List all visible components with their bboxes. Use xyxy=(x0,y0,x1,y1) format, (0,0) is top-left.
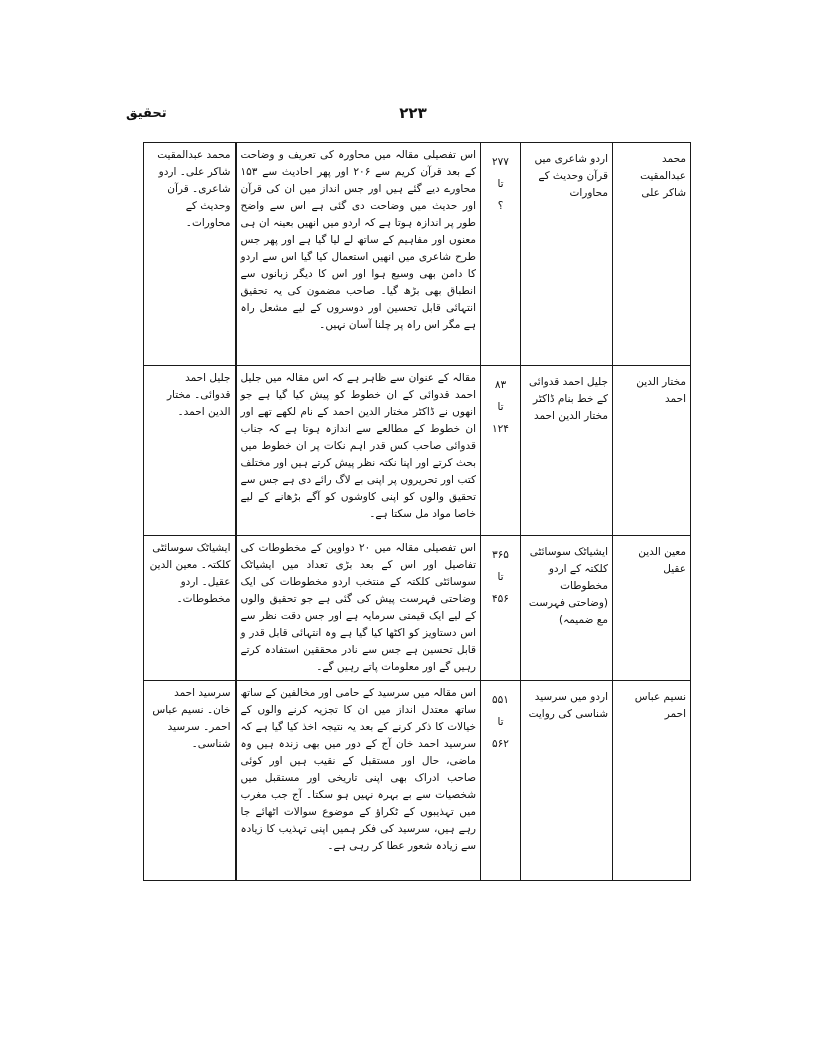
author-cell: محمد عبدالمقیت شاکر علی xyxy=(613,143,691,366)
table-row xyxy=(144,143,691,366)
summary-cell: اس مقالہ میں سرسید کے حامی اور مخالفین کے ساتھ ساتھ معتدل انداز میں ان کا تجزیہ کرنے والوں کے خیالات کا ذکر کرنے کے بعد یہ نتیجہ اخذ کیا گیا ہے کہ سرسید احمد خان آج کے دور میں بھی زندہ ہیں وہ ماضی، حال اور مستقبل کے نقیب ہیں اور کوئی صاحب ادراک بھی اپنی تاریخی اور مستقبل میں شخصیات سے بے بہرہ نہیں ہو سکتا۔ آج جب مغرب میں تہذیبوں کے ٹکراؤ کے موضوع سوالات اٹھائے جا رہے ہیں، سرسید کی فکر ہمیں اپنی تہذیب کا زیادہ سے زیادہ شعور عطا کر رہی ہے۔ xyxy=(236,681,481,881)
page-number: ۲۲۳ xyxy=(399,104,427,122)
page-from: ۸۳ xyxy=(494,379,507,391)
summary-cell: اس تفصیلی مقالہ میں ۲۰ دواوین کے مخطوطات کی تفاصیل اور اس کے بعد بڑی تعداد میں ایشیاٹک سوسائٹی کلکتہ کے منتخب اردو مخطوطات کی ایک وضاحتی فہرست پیش کی گئی ہے جو تحقیق والوں کے لیے ایک قیمتی سرمایہ ہے اور جس دقت نظر سے اس دستاویز کو اکٹھا کیا گیا ہے وہ انتہائی قابل قدر و قابل تحسین ہے جس سے نادر محققین استفادہ کرتے رہیں گے اور معلومات پاتے رہیں گے۔ xyxy=(236,536,481,681)
keywords-cell: سرسید احمد خان۔ نسیم عباس احمر۔ سرسید شناسی۔ xyxy=(144,681,236,881)
page-from: ۲۷۷ xyxy=(492,156,509,168)
title-cell: اردو میں سرسید شناسی کی روایت xyxy=(521,681,613,881)
author-cell: نسیم عباس احمر xyxy=(613,681,691,881)
pages-cell xyxy=(481,536,521,681)
keywords-cell: ایشیاٹک سوسائٹی کلکتہ۔ معین الدین عقیل۔ اردو مخطوطات۔ xyxy=(144,536,236,681)
page-from: ۵۵۱ xyxy=(492,694,509,706)
author-cell: معین الدین عقیل xyxy=(613,536,691,681)
pages-cell xyxy=(481,366,521,536)
table-row xyxy=(144,681,691,881)
page-to: ؟ xyxy=(497,200,504,212)
keywords-cell: جلیل احمد قدوائی۔ مختار الدین احمد۔ xyxy=(144,366,236,536)
title-cell: جلیل احمد قدوائی کے خط بنام ڈاکٹر مختار الدین احمد xyxy=(521,366,613,536)
page-to: ۵۶۲ xyxy=(492,738,509,750)
page-range-word: تا xyxy=(497,178,504,190)
articles-index-table xyxy=(143,142,691,881)
page-to: ۱۲۴ xyxy=(492,423,509,435)
pages-cell xyxy=(481,143,521,366)
table-row xyxy=(144,366,691,536)
page-range-word: تا xyxy=(497,401,504,413)
page-range-word: تا xyxy=(497,716,504,728)
title-cell: ایشیاٹک سوسائٹی کلکتہ کے اردو مخطوطات (وضاحتی فہرست مع ضمیمہ) xyxy=(521,536,613,681)
pages-cell xyxy=(481,681,521,881)
table-row xyxy=(144,536,691,681)
page-range-word: تا xyxy=(497,571,504,583)
author-cell: مختار الدین احمد xyxy=(613,366,691,536)
summary-cell: اس تفصیلی مقالہ میں محاورہ کی تعریف و وضاحت کے بعد قرآن کریم سے ۲۰۶ اور پھر احادیث سے ۱۵۳ محاورے دیے گئے ہیں اور جس انداز میں ان کی قرآن اور حدیث میں وضاحت دی گئی ہے اس سے واضح طور پر اندازہ ہوتا ہے کہ اردو میں انھیں بعینہ ان ہی معنوں اور مفاہیم کے ساتھ لے لیا گیا ہے اور پھر جس طرح شاعری میں انھیں استعمال کیا گیا اس سے اردو کا دامن بھی وسیع ہوا اور اس کا دیگر زبانوں سے انطباق بھی بڑھ گیا۔ صاحب مضمون کی یہ تحقیق انتہائی قابل تحسین اور دوسروں کے لیے مشعل راہ ہے مگر اس راہ پر چلنا آسان نہیں۔ xyxy=(236,143,481,366)
page-from: ۳۶۵ xyxy=(492,549,509,561)
page-to: ۴۵۶ xyxy=(492,593,509,605)
running-header-section: تحقیق xyxy=(126,106,167,121)
summary-cell: مقالہ کے عنوان سے ظاہر ہے کہ اس مقالہ میں جلیل احمد قدوائی کے ان خطوط کو پیش کیا گیا ہے جو انھوں نے ڈاکٹر مختار الدین احمد کے نام لکھے تھے اور ان خطوط کے مطالعے سے اندازہ ہوتا ہے کہ جناب قدوائی صاحب کس قدر اہم نکات پر ان خطوط میں بحث کرتے اور اپنا نکتہ نظر پیش کرتے ہیں اور مختلف کتب اور تحریروں پر اپنی بے لاگ رائے دی ہے جس سے تحقیق والوں کو اپنی کاوشوں کو آگے بڑھانے کے لیے خاصا مواد مل سکتا ہے۔ xyxy=(236,366,481,536)
title-cell: اردو شاعری میں قرآن وحدیث کے محاورات xyxy=(521,143,613,366)
keywords-cell: محمد عبدالمقیت شاکر علی۔ اردو شاعری۔ قرآن وحدیث کے محاورات۔ xyxy=(144,143,236,366)
